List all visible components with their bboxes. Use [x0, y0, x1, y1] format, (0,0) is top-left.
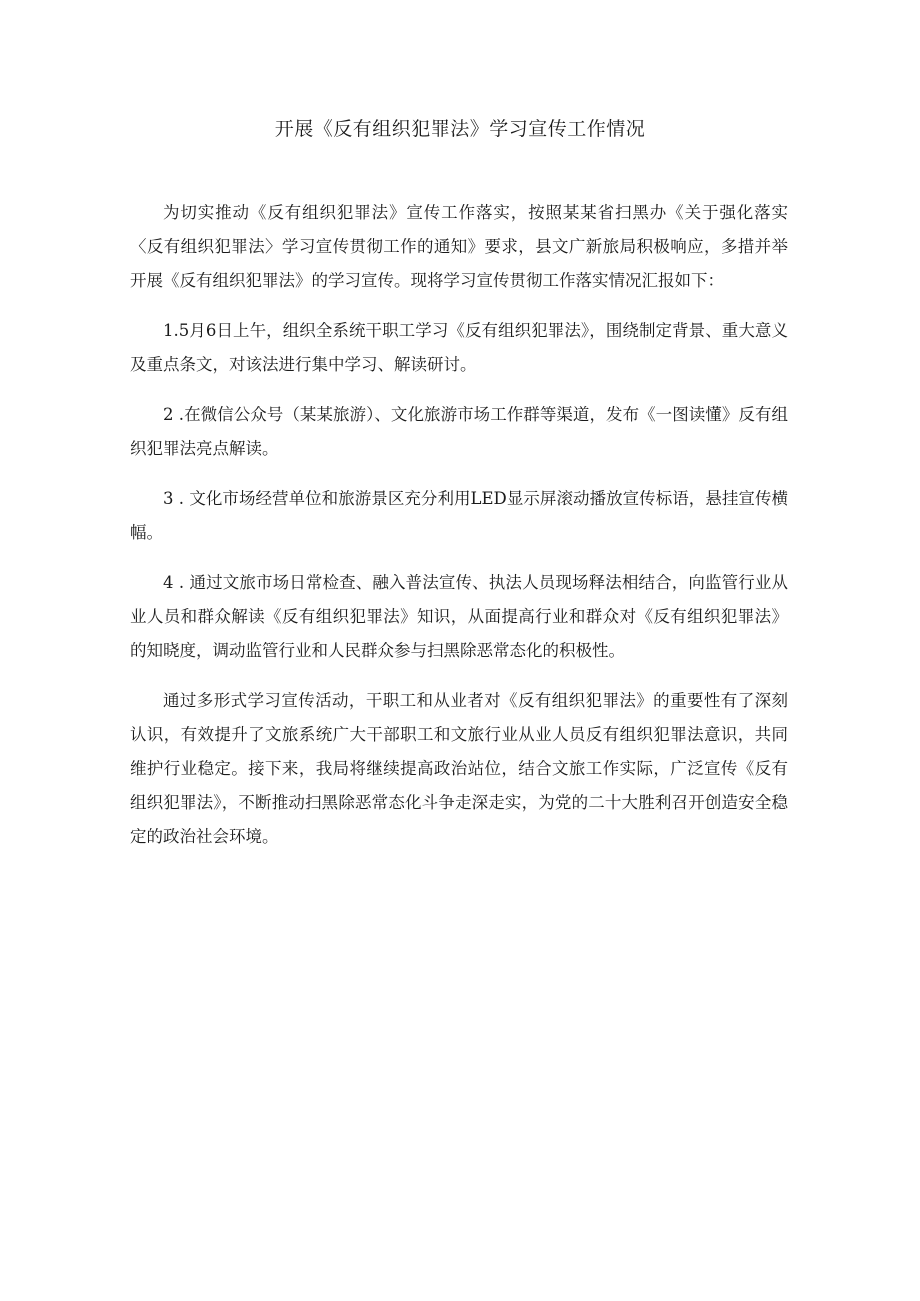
document-body [130, 196, 788, 870]
conclusion-paragraph: 通过多形式学习宣传活动，干职工和从业者对《反有组织犯罪法》的重要性有了深刻认识，有效提升了文旅系统广大干部职工和文旅行业从业人员反有组织犯罪法意识，共同维护行业稳定。接下来，我局将继续提高政治站位，结合文旅工作实际，广泛宣传《反有组织犯罪法》，不断推动扫黑除恶常态化斗争走深走实，为党的二十大胜利召开创造安全稳定的政治社会环境。 [130, 691, 788, 846]
item-paragraph-3: 3 . 文化市场经营单位和旅游景区充分利用LED显示屏滚动播放宣传标语，悬挂宣传横幅。 [130, 489, 788, 542]
item-paragraph-2: 2 .在微信公众号（某某旅游）、文化旅游市场工作群等渠道，发布《一图读懂》反有组织犯罪法亮点解读。 [130, 405, 788, 458]
intro-paragraph: 为切实推动《反有组织犯罪法》宣传工作落实，按照某某省扫黑办《关于强化落实〈反有组织犯罪法〉学习宣传贯彻工作的通知》要求，县文广新旅局积极响应，多措并举开展《反有组织犯罪法》的学习宣传。现将学习宣传贯彻工作落实情况汇报如下： [130, 203, 788, 290]
item-paragraph-1: 1.5月6日上午，组织全系统干职工学习《反有组织犯罪法》，围绕制定背景、重大意义及重点条文，对该法进行集中学习、解读研讨。 [130, 321, 788, 374]
item-paragraph-4: 4 . 通过文旅市场日常检查、融入普法宣传、执法人员现场释法相结合，向监管行业从业人员和群众解读《反有组织犯罪法》知识，从面提高行业和群众对《反有组织犯罪法》的知晓度，调动监管行业和人民群众参与扫黑除恶常态化的积极性。 [130, 573, 788, 660]
document-title: 开展《反有组织犯罪法》学习宣传工作情况 [274, 118, 646, 140]
